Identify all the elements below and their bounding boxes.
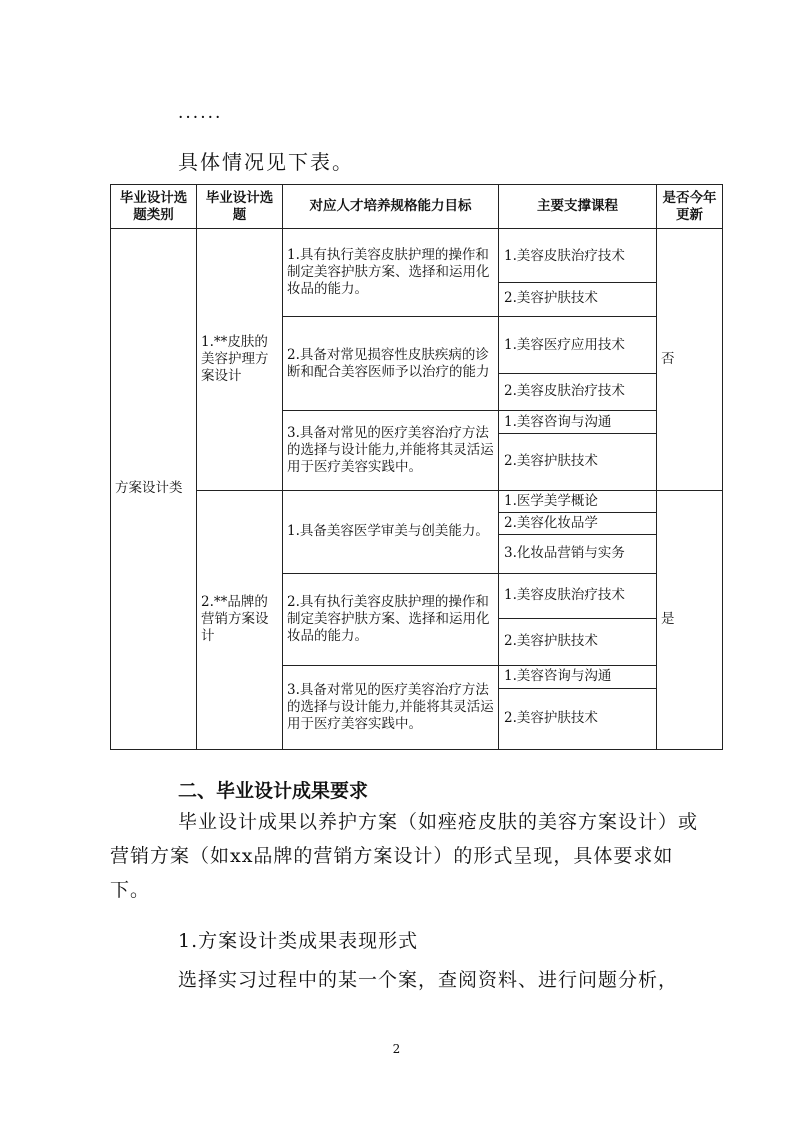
header-updated: 是否今年更新	[657, 185, 723, 229]
subheading: 1.方案设计类成果表现形式	[178, 930, 419, 952]
course-item: 1.美容医疗应用技术	[499, 318, 656, 374]
section-title: 二、毕业设计成果要求	[178, 780, 369, 802]
course-item: 2.美容护肤技术	[504, 290, 598, 307]
courses-cell	[499, 491, 657, 574]
updated-cell-1: 否	[657, 229, 723, 491]
course-item: 1.美容咨询与沟通	[499, 666, 656, 688]
ellipsis-dots: ······	[178, 108, 223, 128]
table-row	[111, 229, 723, 317]
updated-cell-2: 是	[657, 491, 723, 750]
courses-cell	[499, 317, 657, 411]
topic-cell-1: 1.**皮肤的美容护理方案设计	[197, 229, 283, 491]
goal-cell: 1.具备美容医学审美与创美能力。	[283, 491, 499, 574]
category-cell: 方案设计类	[111, 229, 197, 750]
courses-cell	[499, 411, 657, 491]
paragraph-requirements: 毕业设计成果以养护方案（如痤疮皮肤的美容方案设计）或营销方案（如xx品牌的营销方案设计）的形式呈现，具体要求如下。	[110, 811, 699, 901]
table-header-row	[111, 185, 723, 229]
courses-cell	[499, 665, 657, 749]
goal-cell: 2.具备对常见损容性皮肤疾病的诊断和配合美容医师予以治疗的能力	[283, 317, 499, 411]
topic-cell-2: 2.**品牌的营销方案设计	[197, 491, 283, 750]
intro-text: 具体情况见下表。	[178, 150, 354, 174]
courses-cell	[499, 229, 657, 317]
courses-cell	[499, 573, 657, 665]
goal-cell: 2.具有执行美容皮肤护理的操作和制定美容护肤方案、选择和运用化妆品的能力。	[283, 573, 499, 665]
course-item: 1.美容皮肤治疗技术	[499, 231, 656, 283]
goal-cell: 3.具备对常见的医疗美容治疗方法的选择与设计能力,并能将其灵活运用于医疗美容实践中。	[283, 665, 499, 749]
paragraph-method: 选择实习过程中的某一个案，查阅资料、进行问题分析，	[178, 969, 679, 991]
design-topics-table	[110, 184, 723, 750]
header-category: 毕业设计选题类别	[111, 185, 197, 229]
course-item: 2.美容护肤技术	[504, 632, 598, 649]
table-row	[111, 491, 723, 574]
course-item: 3.化妆品营销与实务	[504, 545, 625, 562]
course-item: 1.医学美学概论	[499, 491, 656, 513]
course-item: 2.美容化妆品学	[499, 513, 656, 535]
goal-cell: 3.具备对常见的医疗美容治疗方法的选择与设计能力,并能将其灵活运用于医疗美容实践中。	[283, 411, 499, 491]
course-item: 1.美容咨询与沟通	[499, 412, 656, 434]
header-topic: 毕业设计选题	[197, 185, 283, 229]
page-number: 2	[392, 1042, 401, 1056]
course-item: 2.美容皮肤治疗技术	[504, 383, 625, 400]
course-item: 1.美容皮肤治疗技术	[499, 574, 656, 618]
course-item: 2.美容护肤技术	[504, 453, 598, 470]
header-courses: 主要支撑课程	[499, 185, 657, 229]
course-item: 2.美容护肤技术	[504, 709, 598, 726]
goal-cell: 1.具有执行美容皮肤护理的操作和制定美容护肤方案、选择和运用化妆品的能力。	[283, 229, 499, 317]
header-goal: 对应人才培养规格能力目标	[283, 185, 499, 229]
